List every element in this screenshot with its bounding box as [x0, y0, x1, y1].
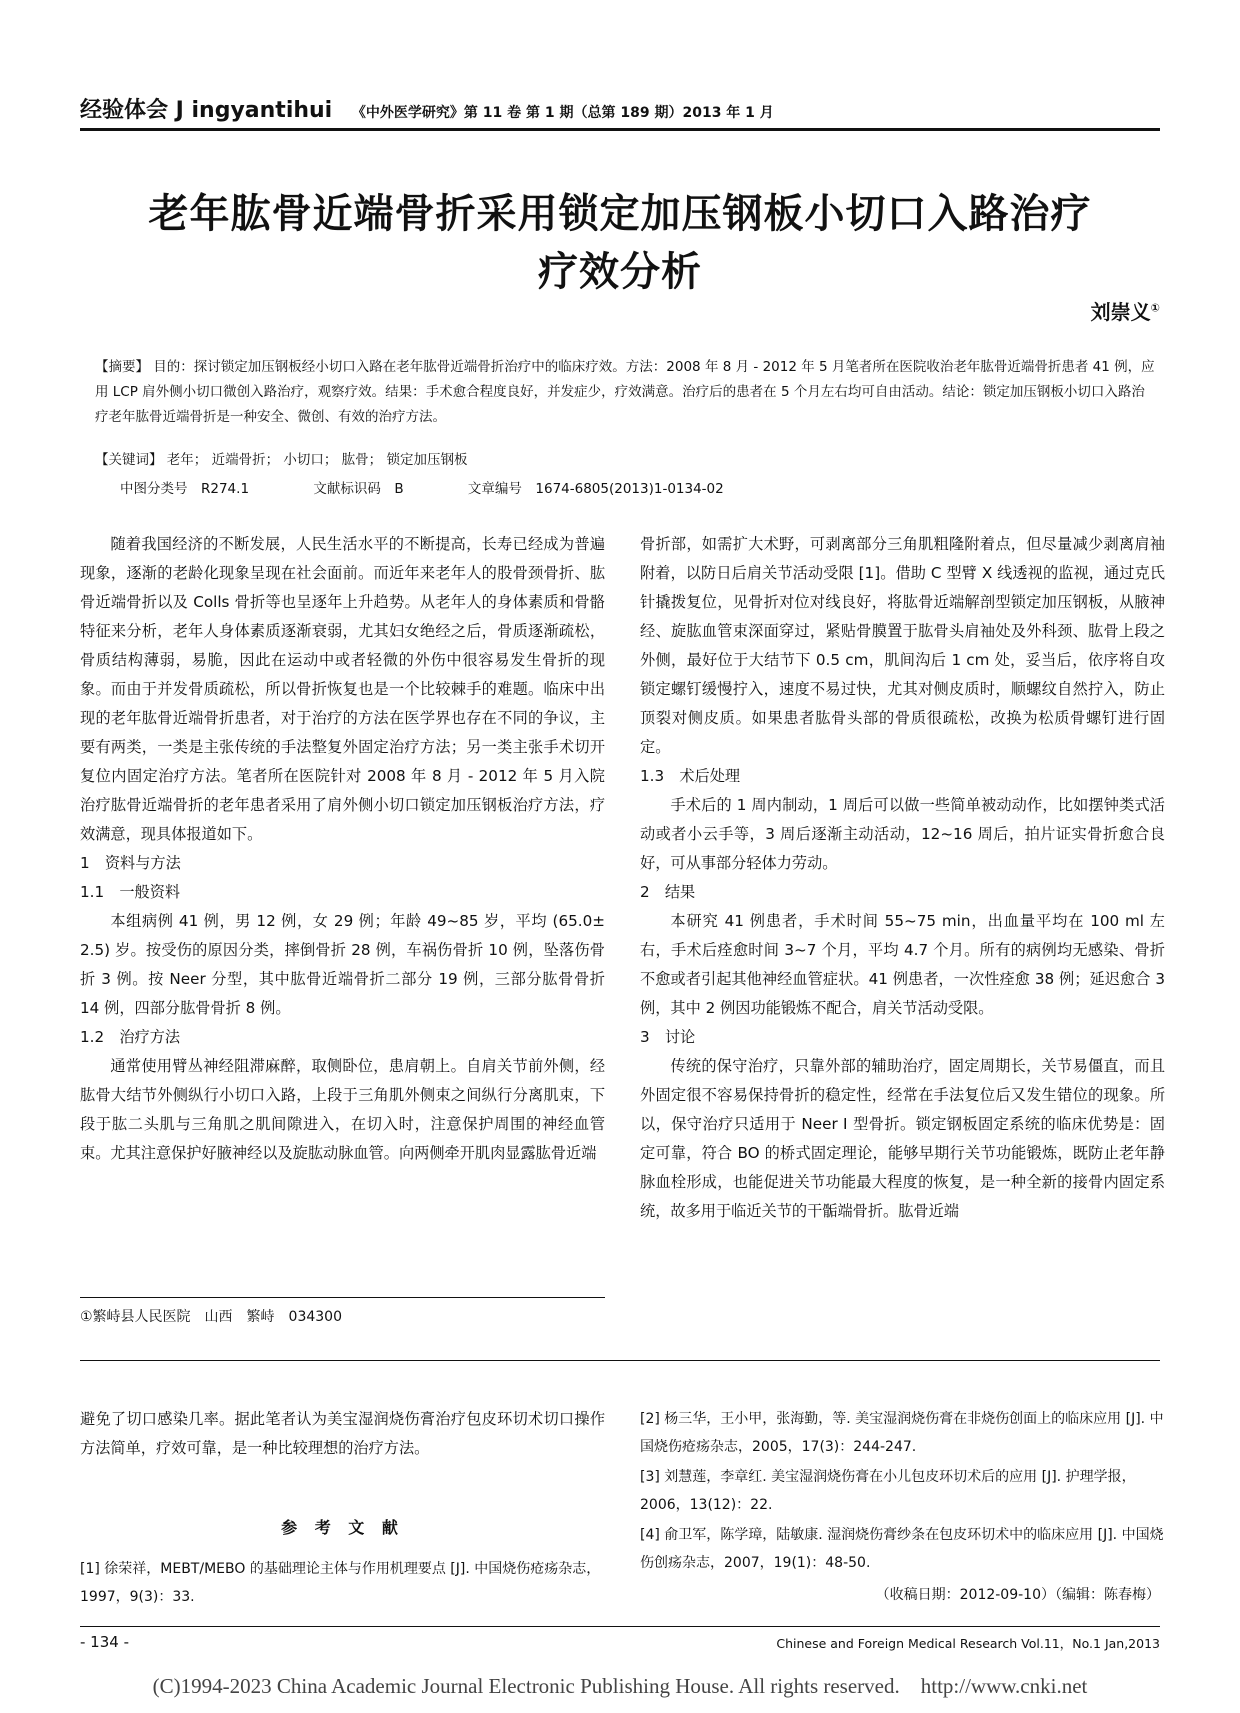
bottom-left-text [80, 1405, 605, 1463]
right-column [640, 530, 1165, 1226]
reference-item: [3] 刘慧莲，李章红. 美宝湿润烧伤膏在小儿包皮环切术后的应用 [J]. 护理学报，2006，13(12)：22. [640, 1469, 1136, 1513]
section-heading: 1 资料与方法 [80, 854, 181, 872]
header-section: 经验体会 J ingyantihui [80, 98, 333, 123]
reference-item: [4] 俞卫军，陈学璋，陆敏康. 湿润烧伤膏纱条在包皮环切术中的临床应用 [J]. 中国烧伤创疡杂志，2007，19(1)：48-50. [640, 1527, 1164, 1571]
reference-item: [2] 杨三华，王小甲，张海勤，等. 美宝湿润烧伤膏在非烧伤创面上的临床应用 [J]. 中国烧伤疮疡杂志，2005，17(3)：244-247. [640, 1411, 1164, 1455]
section-heading: 3 讨论 [640, 1028, 696, 1046]
article-title [80, 185, 1160, 301]
received-date: （收稿日期：2012-09-10）（编辑：陈春梅） [875, 1587, 1160, 1603]
clc-number: 中图分类号 R274.1 [120, 481, 250, 497]
footnote: ①繁峙县人民医院 山西 繁峙 034300 [80, 1309, 342, 1325]
paragraph: 通常使用臂丛神经阻滞麻醉，取侧卧位，患肩朝上。自肩关节前外侧，经肱骨大结节外侧纵行小切口入路，上段于三角肌外侧束之间纵行分离肌束，下段于肱二头肌与三角肌之肌间隙进入，在切入时，注意保护周围的神经血管束。尤其注意保护好腋神经以及旋肱动脉血管。向两侧牵开肌肉显露肱骨近端 [80, 1057, 605, 1162]
subsection-heading: 1.3 术后处理 [640, 767, 741, 785]
article-number: 文章编号 1674-6805(2013)1-0134-02 [467, 481, 724, 497]
author-name: 刘崇义 [1090, 300, 1151, 324]
section-rule [80, 1360, 1160, 1361]
references-right [640, 1405, 1165, 1579]
doc-code: 文献标识码 B [313, 481, 404, 497]
paragraph: 本组病例 41 例，男 12 例，女 29 例；年龄 49~85 岁，平均 (65.0± 2.5) 岁。按受伤的原因分类，摔倒骨折 28 例，车祸伤骨折 10 例，坠落伤骨折 3 例。按 Neer 分型，其中肱骨近端骨折二部分 19 例，三部分肱骨骨折 14 例，四部分肱骨骨折 8 例。 [80, 912, 605, 1017]
title-line-1: 老年肱骨近端骨折采用锁定加压钢板小切口入路治疗 [148, 191, 1092, 237]
running-header [80, 93, 774, 124]
page-number: - 134 - [80, 1633, 129, 1651]
keywords: 【关键词】 老年； 近端骨折； 小切口； 肱骨； 锁定加压钢板 [95, 452, 468, 468]
header-rule [80, 128, 1160, 131]
paragraph: 传统的保守治疗，只靠外部的辅助治疗，固定周期长，关节易僵直，而且外固定很不容易保持骨折的稳定性，经常在手法复位后又发生错位的现象。所以，保守治疗只适用于 Neer Ⅰ 型骨折。锁定钢板固定系统的临床优势是：固定可靠，符合 BO 的桥式固定理论，能够早期行关节功能锻炼，既防止老年静脉血栓形成，也能促进关节功能最大程度的恢复，是一种全新的接骨内固定系统，故多用于临近关节的干骺端骨折。肱骨近端 [640, 1057, 1165, 1220]
subsection-heading: 1.1 一般资料 [80, 883, 181, 901]
header-journal: 《中外医学研究》第 11 卷 第 1 期（总第 189 期）2013 年 1 月 [351, 105, 774, 121]
classification-line [120, 477, 784, 497]
section-heading: 2 结果 [640, 883, 696, 901]
abstract: 【摘要】 目的：探讨锁定加压钢板经小切口入路在老年肱骨近端骨折治疗中的临床疗效。方法：2008 年 8 月 - 2012 年 5 月笔者所在医院收治老年肱骨近端骨折患者 41 例，应用 LCP 肩外侧小切口微创入路治疗，观察疗效。结果：手术愈合程度良好，并发症少，疗效满意。治疗后的患者在 5 个月左右均可自由活动。结论：锁定加压钢板小切口入路治疗老年肱骨近端骨折是一种安全、微创、有效的治疗方法。 [95, 359, 1155, 425]
author-mark: ① [1150, 301, 1160, 315]
paragraph: 手术后的 1 周内制动，1 周后可以做一些简单被动动作，比如摆钟类式活动或者小云手等，3 周后逐渐主动活动，12~16 周后，拍片证实骨折愈合良好，可从事部分轻体力劳动。 [640, 796, 1165, 872]
journal-english: Chinese and Foreign Medical Research Vol.11，No.1 Jan,2013 [776, 1636, 1160, 1651]
title-line-2: 疗效分析 [538, 249, 702, 295]
copyright-notice: (C)1994-2023 China Academic Journal Electronic Publishing House. All rights reserved. http://www.cnki.net [152, 1674, 1088, 1698]
paragraph: 避免了切口感染几率。据此笔者认为美宝湿润烧伤膏治疗包皮环切术切口操作方法简单，疗效可靠，是一种比较理想的治疗方法。 [80, 1410, 605, 1457]
left-column [80, 530, 605, 1168]
references-title: 参 考 文 献 [281, 1518, 404, 1537]
paragraph: 随着我国经济的不断发展，人民生活水平的不断提高，长寿已经成为普遍现象，逐渐的老龄化现象呈现在社会面前。而近年来老年人的股骨颈骨折、肱骨近端骨折以及 Colls 骨折等也呈逐年上升趋势。从老年人的身体素质和骨骼特征来分析，老年人身体素质逐渐衰弱，尤其妇女绝经之后，骨质逐渐疏松，骨质结构薄弱，易脆，因此在运动中或者轻微的外伤中很容易发生骨折的现象。而由于并发骨质疏松，所以骨折恢复也是一个比较棘手的难题。临床中出现的老年肱骨近端骨折患者，对于治疗的方法在医学界也存在不同的争议，主要有两类，一类是主张传统的手法整复外固定治疗方法；另一类主张手术切开复位内固定治疗方法。笔者所在医院针对 2008 年 8 月 - 2012 年 5 月入院治疗肱骨近端骨折的老年患者采用了肩外侧小切口锁定加压钢板治疗方法，疗效满意，现具体报道如下。 [80, 535, 605, 843]
subsection-heading: 1.2 治疗方法 [80, 1028, 181, 1046]
bottom-rule [80, 1626, 1160, 1627]
reference-item: [1] 徐荣祥，MEBT/MEBO 的基础理论主体与作用机理要点 [J]. 中国烧伤疮疡杂志，1997，9(3)：33. [80, 1561, 601, 1605]
author [1091, 296, 1160, 325]
paragraph: 骨折部，如需扩大术野，可剥离部分三角肌粗隆附着点，但尽量减少剥离肩袖附着，以防日后肩关节活动受限 [1]。借助 C 型臂 X 线透视的监视，通过克氏针撬拨复位，见骨折对位对线良好，将肱骨近端解剖型锁定加压钢板，从腋神经、旋肱血管束深面穿过，紧贴骨膜置于肱骨头肩袖处及外科颈、肱骨上段之外侧，最好位于大结节下 0.5 cm，肌间沟后 1 cm 处，妥当后，依序将自攻锁定螺钉缓慢拧入，速度不易过快，尤其对侧皮质时，顺螺纹自然拧入，防止顶裂对侧皮质。如果患者肱骨头部的骨质很疏松，改换为松质骨螺钉进行固定。 [640, 535, 1165, 756]
paragraph: 本研究 41 例患者，手术时间 55~75 min，出血量平均在 100 ml 左右，手术后痊愈时间 3~7 个月，平均 4.7 个月。所有的病例均无感染、骨折不愈或者引起其他神经血管症状。41 例患者，一次性痊愈 38 例；延迟愈合 3 例，其中 2 例因功能锻炼不配合，肩关节活动受限。 [640, 912, 1165, 1017]
footnote-rule [80, 1297, 605, 1298]
